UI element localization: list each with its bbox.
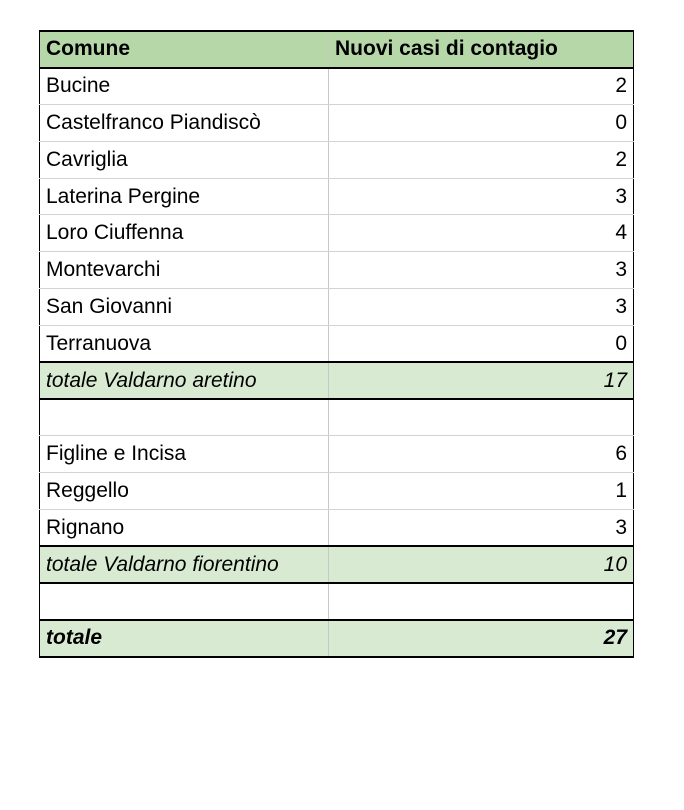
empty-cell[interactable] bbox=[40, 399, 329, 436]
subtotal-value[interactable]: 10 bbox=[329, 546, 634, 583]
casi-cell[interactable]: 0 bbox=[329, 105, 634, 142]
blank-row bbox=[40, 399, 634, 436]
casi-cell[interactable]: 4 bbox=[329, 215, 634, 252]
empty-cell[interactable] bbox=[329, 399, 634, 436]
casi-cell[interactable]: 6 bbox=[329, 436, 634, 473]
contagion-table-sheet bbox=[39, 30, 633, 658]
table-row bbox=[40, 68, 634, 105]
casi-cell[interactable]: 1 bbox=[329, 473, 634, 510]
comune-cell[interactable]: Laterina Pergine bbox=[40, 178, 329, 215]
table-row bbox=[40, 141, 634, 178]
blank-row bbox=[40, 583, 634, 620]
subtotal-label[interactable]: totale Valdarno fiorentino bbox=[40, 546, 329, 583]
casi-cell[interactable]: 2 bbox=[329, 68, 634, 105]
comune-cell[interactable]: Reggello bbox=[40, 473, 329, 510]
comune-cell[interactable]: Figline e Incisa bbox=[40, 436, 329, 473]
total-label[interactable]: totale bbox=[40, 620, 329, 657]
header-row bbox=[40, 31, 634, 68]
casi-cell[interactable]: 3 bbox=[329, 289, 634, 326]
table-row bbox=[40, 178, 634, 215]
casi-cell[interactable]: 2 bbox=[329, 141, 634, 178]
table-row bbox=[40, 473, 634, 510]
empty-cell[interactable] bbox=[329, 583, 634, 620]
comune-cell[interactable]: Rignano bbox=[40, 509, 329, 546]
table-row bbox=[40, 215, 634, 252]
comune-cell[interactable]: Castelfranco Piandiscò bbox=[40, 105, 329, 142]
subtotal-row-aretino bbox=[40, 362, 634, 399]
table-row bbox=[40, 252, 634, 289]
comune-cell[interactable]: Bucine bbox=[40, 68, 329, 105]
empty-cell[interactable] bbox=[40, 583, 329, 620]
comune-cell[interactable]: San Giovanni bbox=[40, 289, 329, 326]
table-row bbox=[40, 325, 634, 362]
casi-cell[interactable]: 3 bbox=[329, 509, 634, 546]
table-row bbox=[40, 436, 634, 473]
subtotal-row-fiorentino bbox=[40, 546, 634, 583]
header-nuovi-casi[interactable]: Nuovi casi di contagio bbox=[329, 31, 634, 68]
comune-cell[interactable]: Loro Ciuffenna bbox=[40, 215, 329, 252]
comune-cell[interactable]: Terranuova bbox=[40, 325, 329, 362]
table-row bbox=[40, 509, 634, 546]
casi-cell[interactable]: 3 bbox=[329, 178, 634, 215]
casi-cell[interactable]: 0 bbox=[329, 325, 634, 362]
subtotal-label[interactable]: totale Valdarno aretino bbox=[40, 362, 329, 399]
comune-cell[interactable]: Cavriglia bbox=[40, 141, 329, 178]
table-row bbox=[40, 105, 634, 142]
header-comune[interactable]: Comune bbox=[40, 31, 329, 68]
subtotal-value[interactable]: 17 bbox=[329, 362, 634, 399]
comune-cell[interactable]: Montevarchi bbox=[40, 252, 329, 289]
contagion-table bbox=[39, 30, 634, 658]
total-row bbox=[40, 620, 634, 657]
total-value[interactable]: 27 bbox=[329, 620, 634, 657]
table-row bbox=[40, 289, 634, 326]
casi-cell[interactable]: 3 bbox=[329, 252, 634, 289]
